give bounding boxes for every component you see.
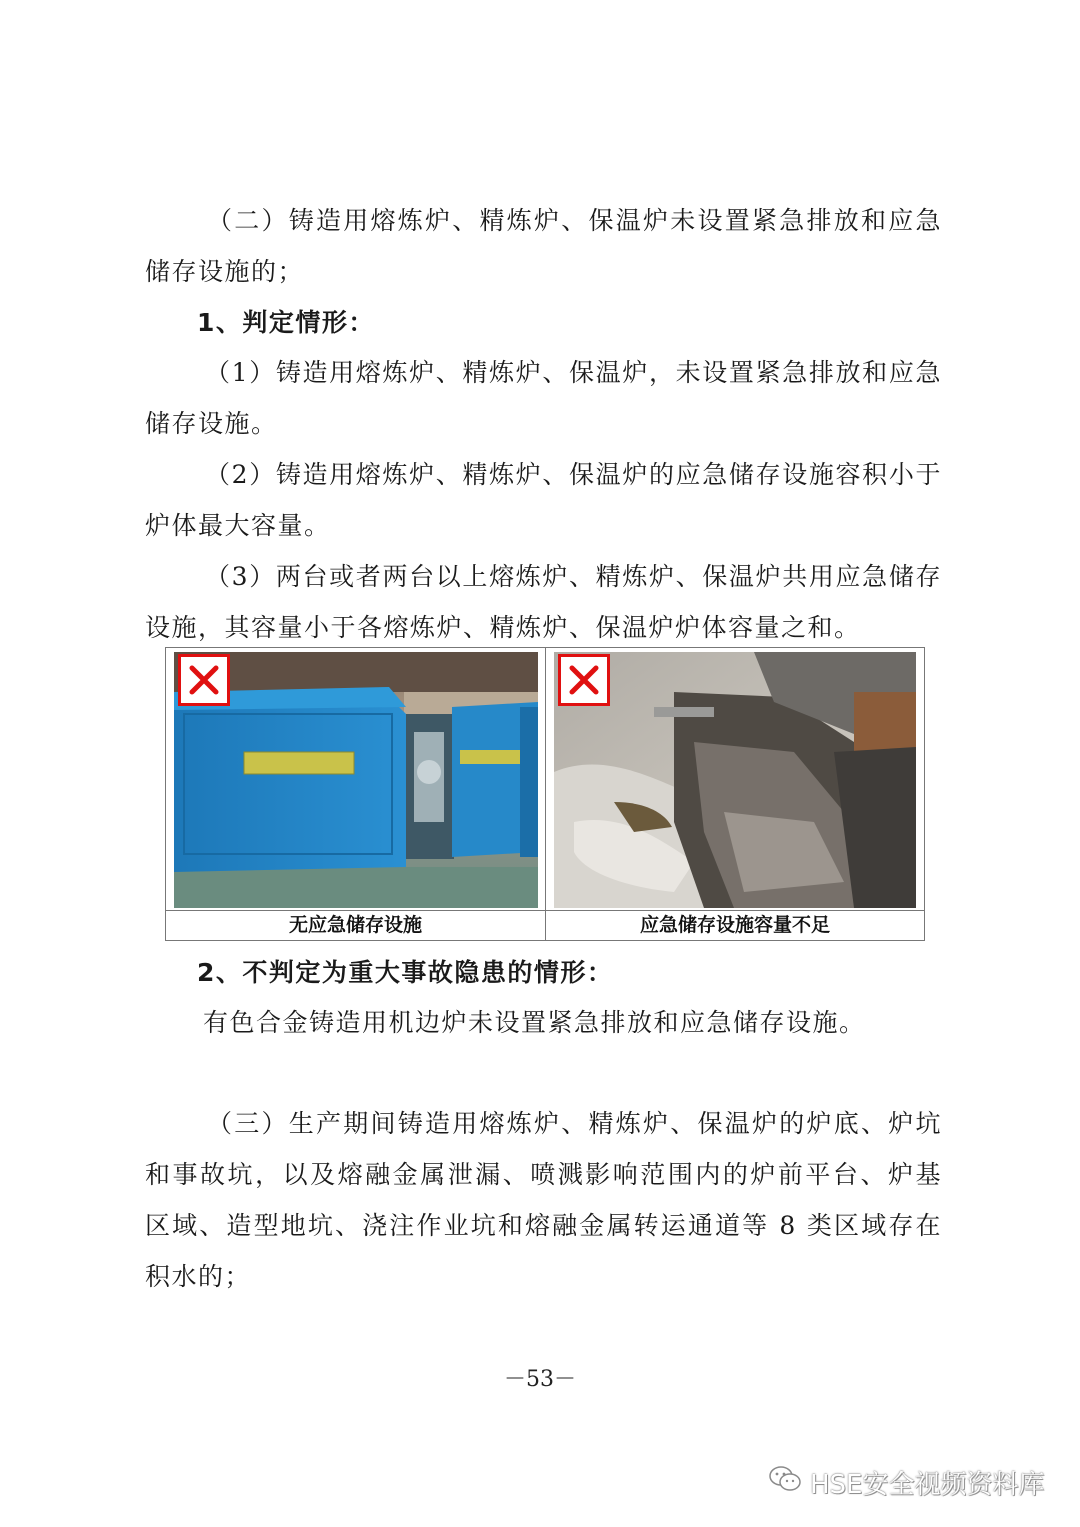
criteria-item-3-line-2: 设施，其容量小于各熔炼炉、精炼炉、保温炉炉体容量之和。 <box>145 613 861 642</box>
section-two-line-2: 储存设施的； <box>145 257 305 286</box>
cross-icon <box>558 654 610 706</box>
furnace-photo-no-storage <box>174 652 538 908</box>
page-number: －53－ <box>504 1367 576 1392</box>
cross-icon <box>178 654 230 706</box>
criteria-item-3-line-1: （3）两台或者两台以上熔炼炉、精炼炉、保温炉共用应急储存 <box>205 562 942 591</box>
section-three-line-1: （三）生产期间铸造用熔炼炉、精炼炉、保温炉的炉底、炉坑 <box>207 1109 942 1138</box>
criteria-heading: 1、判定情形： <box>197 308 375 337</box>
exception-text: 有色合金铸造用机边炉未设置紧急排放和应急储存设施。 <box>203 1008 866 1037</box>
pit-photo-insufficient-storage <box>554 652 916 908</box>
caption-no-storage: 无应急储存设施 <box>288 914 422 936</box>
exception-heading: 2、不判定为重大事故隐患的情形： <box>197 958 614 987</box>
criteria-item-1-line-1: （1）铸造用熔炼炉、精炼炉、保温炉，未设置紧急排放和应急 <box>205 358 942 387</box>
figure-divider <box>545 648 546 940</box>
section-three-line-3: 区域、造型地坑、浇注作业坑和熔融金属转运通道等 8 类区域存在 <box>145 1211 942 1240</box>
criteria-item-2-line-2: 炉体最大容量。 <box>145 511 331 540</box>
section-three-line-4: 积水的； <box>145 1262 252 1291</box>
criteria-item-2-line-1: （2）铸造用熔炼炉、精炼炉、保温炉的应急储存设施容积小于 <box>205 460 942 489</box>
watermark <box>768 1462 1044 1502</box>
section-two-line-1: （二）铸造用熔炼炉、精炼炉、保温炉未设置紧急排放和应急 <box>207 206 942 235</box>
watermark-text: HSE安全视频资料库 <box>810 1469 1045 1500</box>
caption-insufficient-storage: 应急储存设施容量不足 <box>639 914 830 936</box>
section-three-line-2: 和事故坑，以及熔融金属泄漏、喷溅影响范围内的炉前平台、炉基 <box>145 1160 942 1189</box>
wechat-icon <box>768 1464 802 1501</box>
criteria-item-1-line-2: 储存设施。 <box>145 409 278 438</box>
comparison-figure <box>165 647 925 941</box>
